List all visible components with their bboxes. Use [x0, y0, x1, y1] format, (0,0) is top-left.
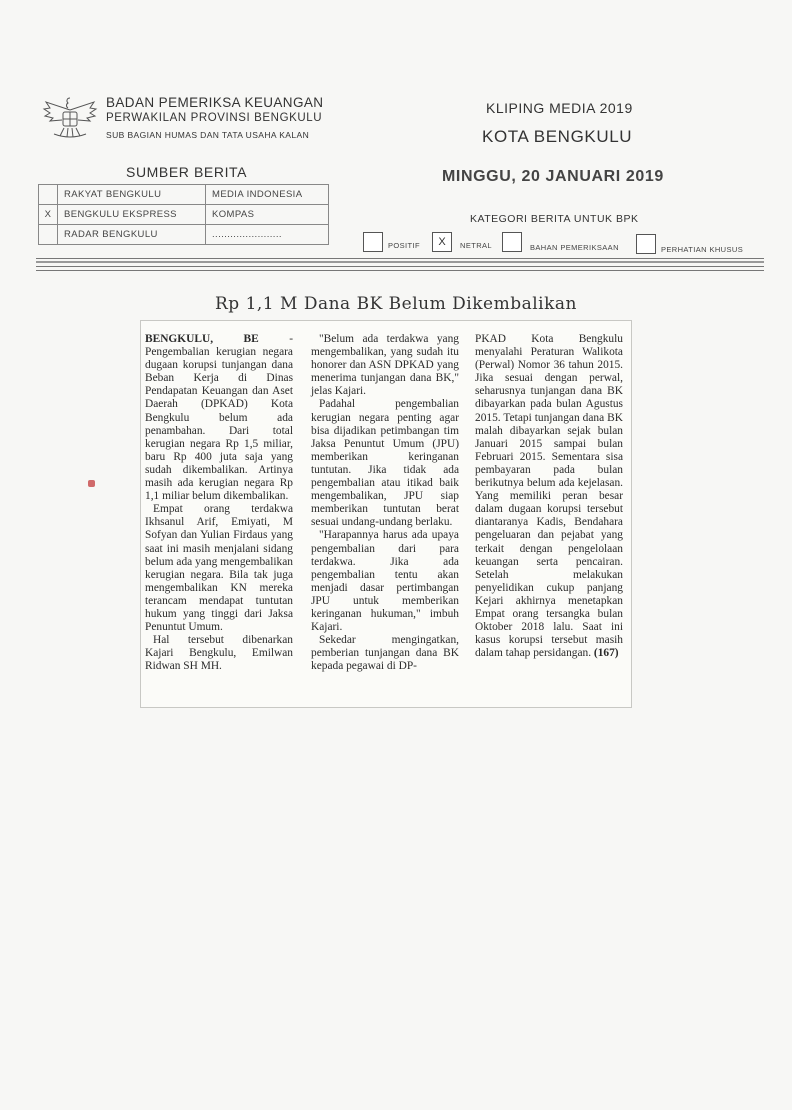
source-right: MEDIA INDONESIA	[206, 185, 329, 205]
separator-line	[36, 258, 764, 259]
source-left: RAKYAT BENGKULU	[58, 185, 206, 205]
source-mark	[39, 225, 58, 245]
category-checkbox-netral: X	[432, 232, 452, 252]
sources-table	[38, 184, 329, 245]
source-right: .......................	[206, 225, 329, 245]
source-left: RADAR BENGKULU	[58, 225, 206, 245]
org-name: BADAN PEMERIKSA KEUANGAN	[106, 95, 324, 110]
kliping-title: KLIPING MEDIA 2019	[486, 100, 633, 116]
category-label-perhatian: PERHATIAN KHUSUS	[661, 245, 744, 254]
source-mark: X	[39, 205, 58, 225]
article-paragraph: Hal tersebut dibenarkan Kajari Bengkulu, Emilwan Ridwan SH MH.	[145, 634, 293, 673]
source-right: KOMPAS	[206, 205, 329, 225]
article-paragraph: "Belum ada terdakwa yang mengembalikan, yang sudah itu honorer dan ASN DPKAD yang menerima tunjangan dana BK," jelas Kajari.	[311, 333, 459, 398]
separator-line	[36, 266, 764, 267]
category-checkbox-bahan	[502, 232, 522, 252]
category-checkbox-perhatian	[636, 234, 656, 254]
category-label-netral: NETRAL	[460, 241, 492, 250]
source-row	[39, 225, 329, 245]
source-left: BENGKULU EKSPRESS	[58, 205, 206, 225]
paper-speck	[88, 480, 95, 487]
article-paragraph: Empat orang terdakwa Ikhsanul Arif, Emiyati, M Sofyan dan Yulian Firdaus yang saat ini masih menjalani sidang belum ada yang mengembalikan kerugian negara. Bila tak juga mengembalikan KN mereka terancam mendapat tuntutan hukum yang tinggi dari Jaksa Penuntut Umum.	[145, 503, 293, 634]
article-clipping	[140, 320, 632, 708]
org-branch: PERWAKILAN PROVINSI BENGKULU	[106, 112, 323, 124]
article-paragraph: Padahal pengembalian kerugian negara penting agar bisa dijadikan petimbangan tim Jaksa Penuntut Umum (JPU) memberikan keringanan tuntutan. Jika tidak ada pengembalian atau itikad baik mengembalikan, JPU siap memberikan tuntutan berat sesuai undang-undang berlaku.	[311, 398, 459, 529]
article-paragraph: Sekedar mengingatkan, pemberian tunjangan dana BK kepada pegawai di DP-	[311, 634, 459, 673]
city-title: KOTA BENGKULU	[482, 127, 633, 146]
separator-line	[36, 261, 764, 263]
article-column-3	[475, 333, 623, 660]
category-checkbox-positif	[363, 232, 383, 252]
article-paragraph: PKAD Kota Bengkulu menyalahi Peraturan Walikota (Perwal) Nomor 36 tahun 2015. Jika sesuai dengan perwal, seharusnya tunjangan dana BK dibayarkan pada bulan Agustus 2015. Tetapi tunjangan dana BK malah dibayarkan sejak bulan Januari 2015 sampai bulan Februari 2015. Sementara sisa pembayaran pada bulan berikutnya belum ada kejelasan. Yang memiliki peran besar dalam dugaan korupsi tersebut diantaranya Kadis, Bendahara pengeluaran dan pejabat yang terkait dengan pengelolaan keuangan serta pencairan. Setelah melakukan penyelidikan cukup panjang Kejari akhirnya menetapkan Empat orang tersangka bulan Oktober 2018 lalu. Saat ini kasus korupsi tersebut masih dalam tahap persidangan.	[475, 333, 623, 660]
separator-line	[36, 270, 764, 271]
article-column-1	[145, 333, 293, 673]
garuda-emblem-icon	[40, 90, 100, 142]
category-label-positif: POSITIF	[388, 241, 420, 250]
category-label-bahan: BAHAN PEMERIKSAAN	[530, 243, 619, 252]
org-subdivision: SUB BAGIAN HUMAS DAN TATA USAHA KALAN	[106, 130, 310, 140]
source-row	[39, 205, 329, 225]
source-mark	[39, 185, 58, 205]
article-column-2	[311, 333, 459, 673]
article-paragraph: - Pengembalian kerugian negara dugaan korupsi tunjangan dana Beban Kerja di Dinas Pendapatan Keuangan dan Aset Daerah (DPKAD) Kota Bengkulu belum ada penambahan. Dari total kerugian negara Rp 1,5 miliar, baru Rp 400 juta saja yang sudah dikembalikan. Artinya masih ada kerugian negara Rp 1,1 miliar belum dikembalikan.	[145, 333, 293, 503]
categories-title: KATEGORI BERITA UNTUK BPK	[470, 213, 639, 225]
sources-title: SUMBER BERITA	[126, 164, 248, 180]
article-paragraph: "Harapannya harus ada upaya pengembalian dari para terdakwa. Jika ada pengembalian tentu akan menjadi dasar pertimbangan JPU untuk memberikan keringanan hukuman," imbuh Kajari.	[311, 529, 459, 634]
issue-date: MINGGU, 20 JANUARI 2019	[442, 168, 664, 185]
source-row	[39, 185, 329, 205]
article-dateline: BENGKULU, BE	[145, 333, 259, 345]
article-headline: Rp 1,1 M Dana BK Belum Dikembalikan	[215, 294, 577, 314]
article-signature: (167)	[591, 647, 619, 660]
